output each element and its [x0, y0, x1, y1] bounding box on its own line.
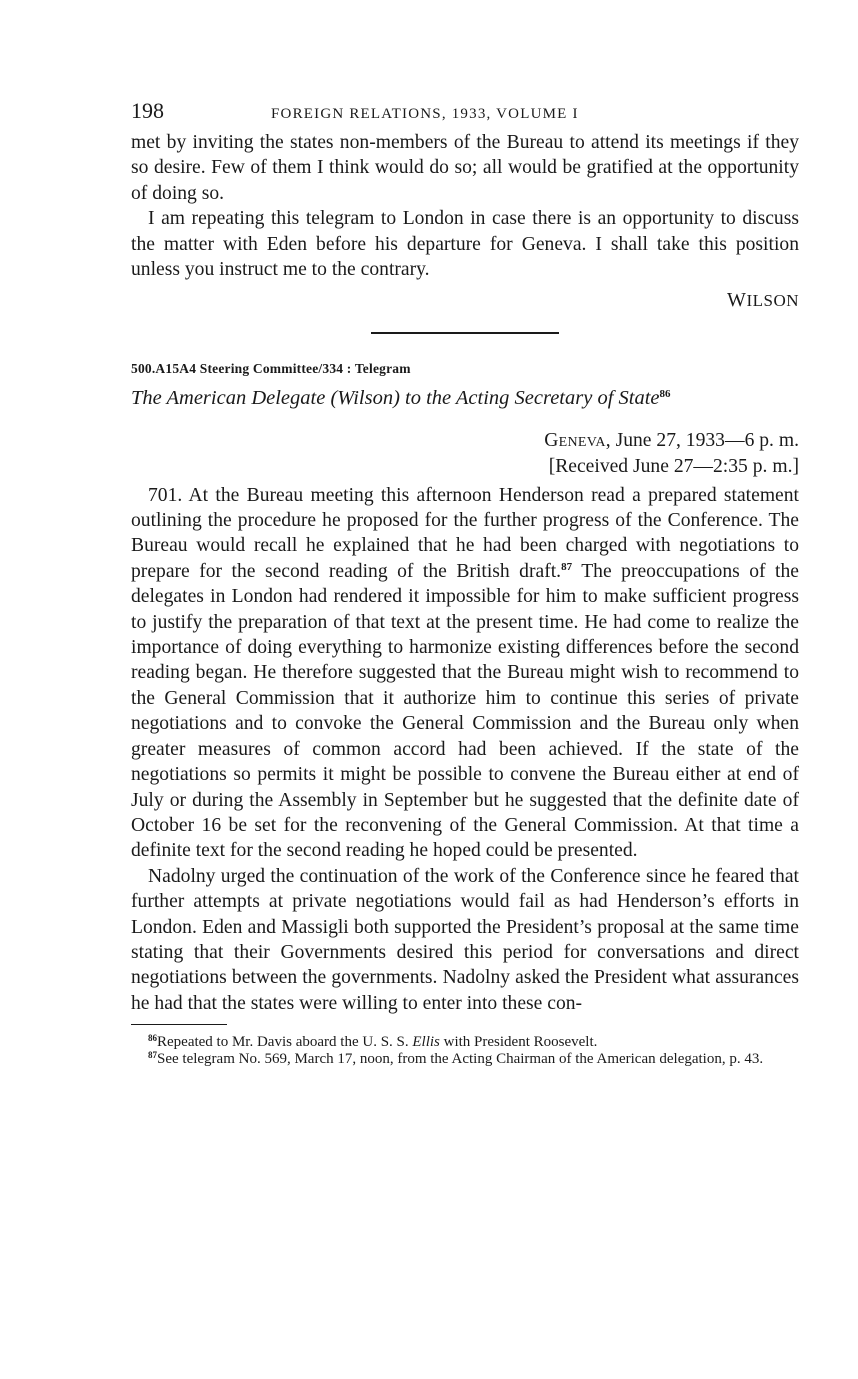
repeat-telegram-paragraph: I am repeating this telegram to London in case there is an opportunity to discuss the matter with Eden before his departure for Geneva. I shall take this position unless you instruct me to the contrary. [131, 208, 799, 281]
footnote-ref-87: 87 [561, 560, 573, 573]
footnote-87: $^{87}$See telegram No. 569, March 17, noon, from the Acting Chairman of the American delegation, p. 43. [148, 1050, 764, 1068]
dateline-received: [Received June 27—2:35 p. m.] [548, 456, 799, 478]
page-number: 198 [131, 98, 164, 123]
footnotes [131, 1034, 799, 1068]
footnote-ref-86: 86 [659, 388, 671, 401]
continued-paragraph: met by inviting the states non-members of the Bureau to attend its meetings if they so desire. Few of them I think would do so; all would be gratified at the opportunity of doing so. [131, 132, 799, 204]
body-paragraph-701: 701. At the Bureau meeting this afternoon Henderson read a prepared statement outlining the procedure he proposed for the further progress of the Conference. The Bureau would recall he explained that he had been charged with negotiations to prepare for the second reading of the British draft.$^{87}$ The preoccupations of the delegates in London had rendered it impossible for him to make sufficient progress to justify the preparation of that text at the present time. He had come to realize the importance of doing everything to harmonize existing differences before the second reading began. He therefore suggested that the Bureau might wish to recommend to the General Commission that it authorize him to continue this series of private negotiations and to convoke the General Commission and the Bureau only when greater measures of common accord had been achieved. If the state of the negotiations so permits it might be possible to convene the Bureau either at end of July or during the Assembly in September but he suggested that the definite date of October 16 be set for the reconvening of the General Commission. At that time a definite text for the second reading he hoped could be presented. [131, 484, 799, 862]
running-head: FOREIGN RELATIONS, 1933, VOLUME I [271, 106, 579, 122]
document-page [131, 98, 799, 1068]
dateline-sent: Geneva, June 27, 1933—6 p. m. [544, 430, 799, 452]
page-header [131, 98, 799, 130]
body-paragraph-nadolny: Nadolny urged the continuation of the work of the Conference since he feared that further attempts at private negotiations would fail as had Henderson’s efforts in London. Eden and Massigli both supported the President’s proposal at the same time stating that their Governments desired this period for conversations and direct negotiations between the governments. Nadolny asked the President what assurances he had that the states were willing to enter into these con- [131, 865, 799, 1014]
document-title: The American Delegate (Wilson) to the Acting Secretary of State$^{86}$ [131, 387, 671, 410]
file-reference: 500.A15A4 Steering Committee/334 : Telegram [131, 361, 411, 377]
telegram-body [131, 483, 799, 1017]
signature: WILSON [727, 289, 799, 312]
dateline [131, 428, 799, 479]
footnote-86: $^{86}$Repeated to Mr. Davis aboard the U. S. S. Ellis with President Roosevelt. [148, 1033, 598, 1051]
section-divider [371, 332, 559, 334]
footnote-rule [131, 1024, 227, 1025]
